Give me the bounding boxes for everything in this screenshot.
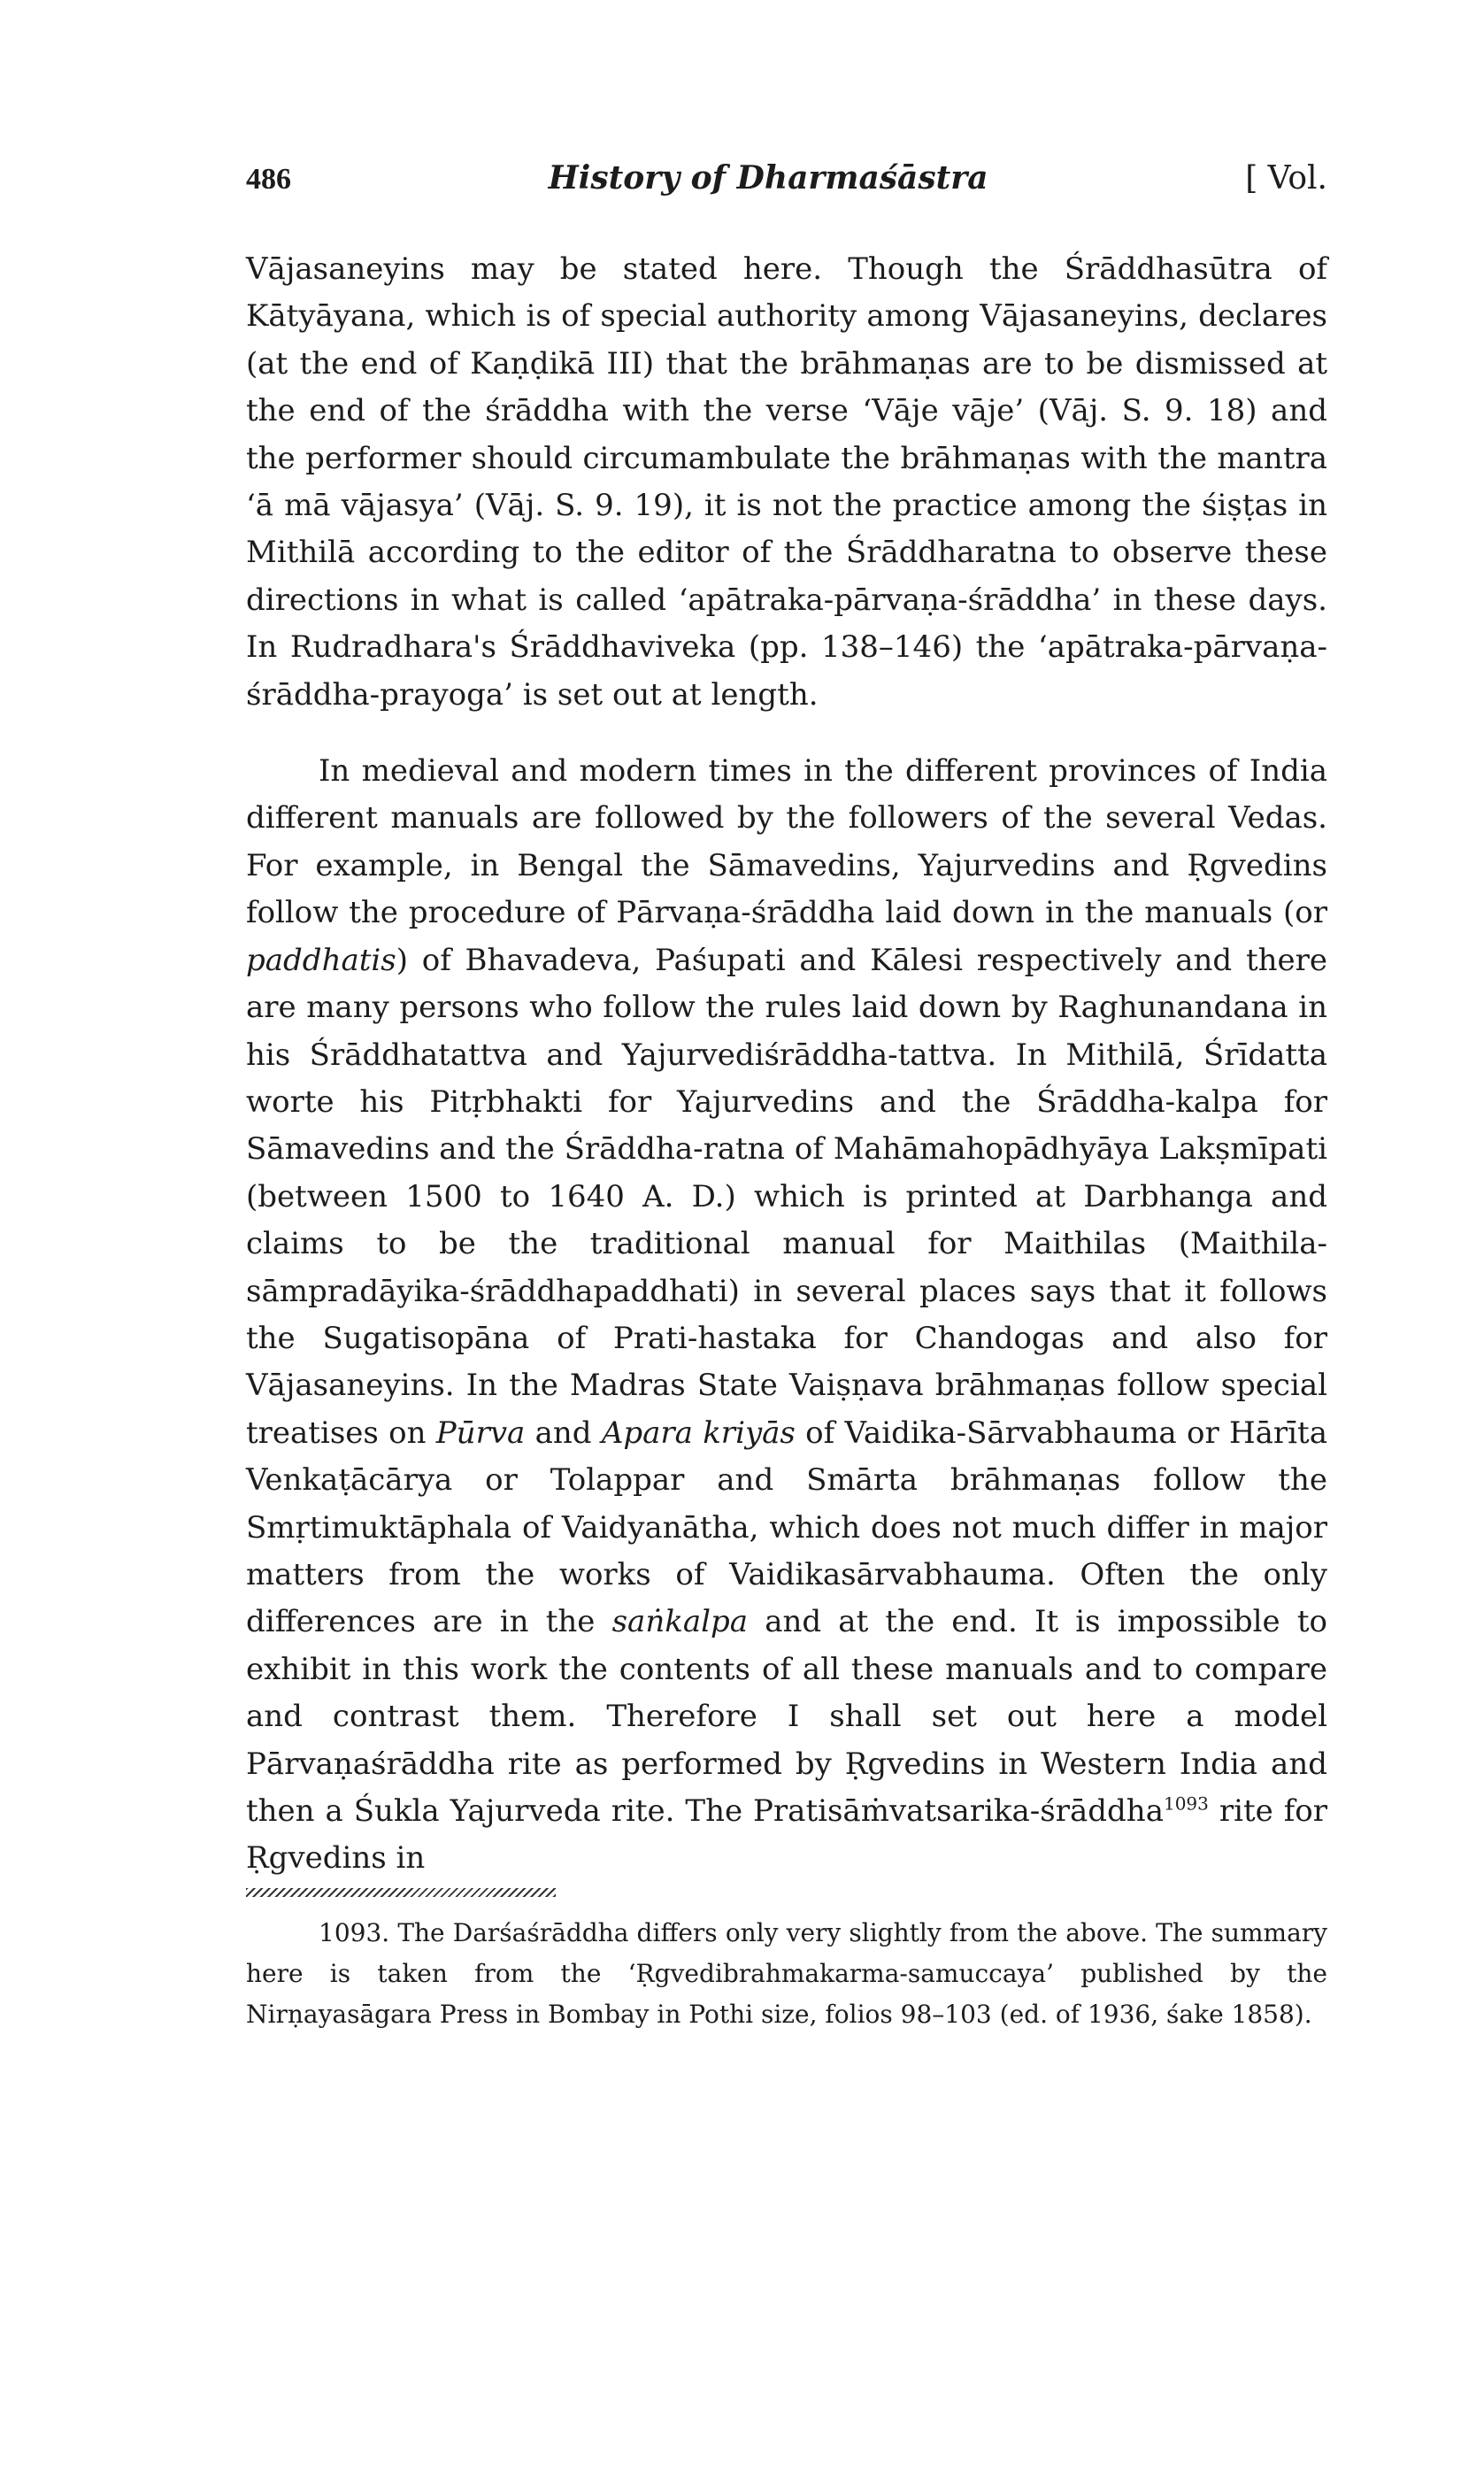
italic-term: Apara kriyās: [601, 1415, 796, 1451]
italic-term: saṅkalpa: [611, 1604, 749, 1640]
running-title: History of Dharmaśāstra: [548, 159, 988, 197]
paragraph-2-text: and at the end. It is impossible to exhibit in this work the contents of all these manuals and to compare and contrast them. Therefore I shall set out here a model Pārvaṇaśrāddha rite as performed by Ṛgvedins in Western India and then a Śukla Yajurveda rite. The Pratisāṁvatsarika-śrāddha: [246, 1604, 1327, 1829]
paragraph-2-text: ) of Bhavadeva, Paśupati and Kālesi respectively and there are many persons who follow the rules laid down by Raghunandana in his Śrāddhatattva and Yajurvediśrāddha-tattva. In Mithilā, Śrīdatta worte his Pitṛbhakti for Yajurvedins and the Śrāddha-kalpa for Sāmavedins and the Śrāddha-ratna of Mahāmahopādhyāya Lakṣmīpati (between 1500 to 1640 A. D.) which is printed at Darbhanga and claims to be the traditional manual for Maithilas (Maithila-sāmpradāyika-śrāddhapaddhati) in several places says that it follows the Sugatisopāna of Prati-hastaka for Chandogas and also for Vājasaneyins. In the Madras State Vaiṣṇava brāhmaṇas follow special treatises on: [246, 942, 1327, 1451]
paragraph-2-text: of Vaidika-Sārvabhauma or Hārīta Venkaṭācārya or Tolappar and Smārta brāhmaṇas follow the Smṛtimuktāphala of Vaidyanātha, which does not much differ in major matters from the works of Vaidikasārvabhauma. Often the only differences are in the: [246, 1415, 1327, 1640]
paragraph-1: Vājasaneyins may be stated here. Though the Śrāddhasūtra of Kātyāyana, which is of special authority among Vājasaneyins, declares (at the end of Kaṇḍikā III) that the brāhmaṇas are to be dismissed at the end of the śrāddha with the verse ‘Vāje vāje’ (Vāj. S. 9. 18) and the performer should circumambulate the brāhmaṇas with the mantra ‘ā mā vājasya’ (Vāj. S. 9. 19), it is not the practice among the śiṣṭas in Mithilā according to the editor of the Śrāddharatna to observe these directions in what is called ‘apātraka-pārvaṇa-śrāddha’ in these days. In Rudradhara's Śrāddhaviveka (pp. 138–146) the ‘apātraka-pārvaṇa-śrāddha-prayoga’ is set out at length.: [246, 251, 1327, 713]
footnote-reference: 1093: [1163, 1792, 1209, 1815]
paragraph-2-text: and: [525, 1415, 602, 1451]
paragraph-2: [246, 748, 1327, 1883]
volume-label: [ Vol.: [1245, 160, 1327, 197]
page-number: 486: [246, 163, 291, 196]
paragraph-2-text: rite for Ṛgvedins in: [246, 1793, 1327, 1877]
page-header: [246, 159, 1327, 221]
italic-term: paddhatis: [246, 942, 396, 978]
book-page: [246, 159, 1327, 2035]
footnote-divider: [246, 1888, 556, 1897]
footnote-1093: 1093. The Darśaśrāddha differs only very slightly from the above. The summary here is taken from the ‘Ṛgvedibrahmakarma-samuccaya’ published by the Nirṇayasāgara Press in Bombay in Pothi size, folios 98–103 (ed. of 1936, śake 1858).: [246, 1917, 1327, 2029]
italic-term: Pūrva: [435, 1415, 526, 1451]
paragraph-2-text: In medieval and modern times in the different provinces of India different manuals are followed by the followers of the several Vedas. For example, in Bengal the Sāmavedins, Yajurvedins and Ṛgvedins follow the procedure of Pārvaṇa-śrāddha laid down in the manuals (or: [246, 753, 1327, 931]
